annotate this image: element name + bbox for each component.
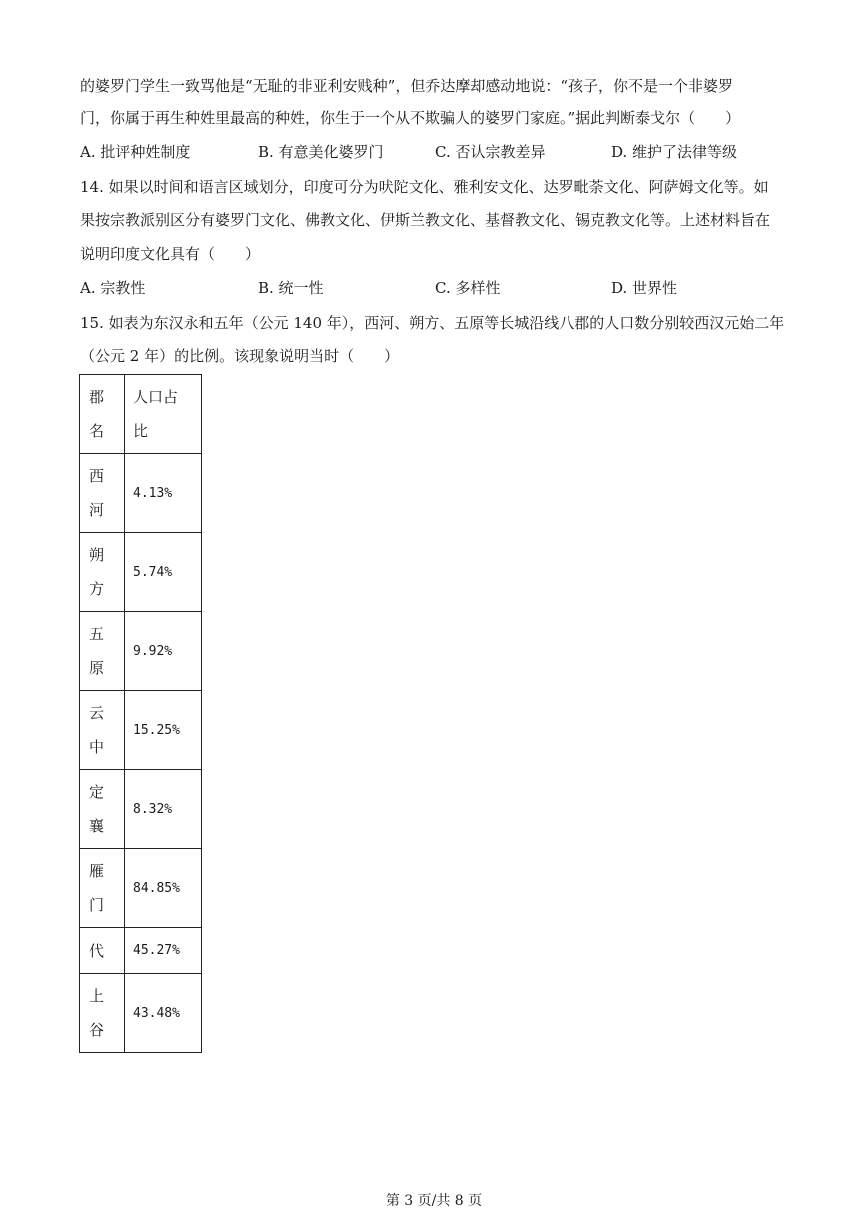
- population-ratio: 9.92%: [125, 612, 202, 691]
- population-ratio: 84.85%: [125, 849, 202, 928]
- name-char: 定: [89, 783, 105, 801]
- population-ratio: 43.48%: [125, 974, 202, 1053]
- table-row: [80, 974, 202, 1053]
- q14-option-d: D. 世界性: [611, 279, 678, 297]
- q13-option-b: B. 有意美化婆罗门: [258, 143, 384, 161]
- name-char: 朔: [89, 546, 105, 564]
- header-char: 名: [89, 422, 105, 440]
- population-ratio: 4.13%: [125, 454, 202, 533]
- table-header-row: [80, 375, 202, 454]
- q15-text-line-1: 15. 如表为东汉永和五年（公元 140 年），西河、朔方、五原等长城沿线八郡的人口数分别较西汉元始二年: [80, 314, 785, 332]
- name-char: 西: [89, 467, 105, 485]
- page-number-footer: 第 3 页/共 8 页: [385, 1193, 483, 1209]
- name-char: 方: [89, 580, 105, 598]
- name-char: 代: [89, 941, 105, 960]
- table-row: [80, 928, 202, 974]
- q13-option-c: C. 否认宗教差异: [435, 143, 546, 161]
- header-char: 人口占: [133, 388, 179, 406]
- q14-text-line-1: 14. 如果以时间和语言区域划分，印度可分为吠陀文化、雅利安文化、达罗毗荼文化、阿萨姆文化等。如: [80, 178, 769, 196]
- name-char: 河: [89, 501, 105, 519]
- q13-option-a: A. 批评种姓制度: [80, 143, 191, 161]
- name-char: 中: [89, 738, 105, 756]
- commandery-name: [80, 770, 125, 849]
- commandery-name: [80, 612, 125, 691]
- q13-options: [80, 142, 800, 162]
- q15-text-line-2: （公元 2 年）的比例。该现象说明当时（ ）: [80, 347, 400, 365]
- name-char: 五: [89, 625, 105, 643]
- q13-option-d: D. 维护了法律等级: [611, 143, 738, 161]
- name-char: 襄: [89, 817, 105, 835]
- name-char: 上: [89, 987, 105, 1005]
- population-ratio: 5.74%: [125, 533, 202, 612]
- name-char: 谷: [89, 1021, 105, 1039]
- population-ratio: 8.32%: [125, 770, 202, 849]
- q14-option-c: C. 多样性: [435, 279, 501, 297]
- population-ratio: 15.25%: [125, 691, 202, 770]
- name-char: 原: [89, 659, 105, 677]
- q14-text-line-3: 说明印度文化具有（ ）: [80, 245, 261, 263]
- name-char: 雁: [89, 862, 105, 880]
- q14-options: [80, 278, 800, 298]
- table-row: [80, 612, 202, 691]
- q13-text-line-1: 的婆罗门学生一致骂他是“无耻的非亚利安贱种”，但乔达摩却感动地说：“孩子，你不是一个非婆罗: [80, 77, 734, 95]
- q14-option-b: B. 统一性: [258, 279, 324, 297]
- table-row: [80, 454, 202, 533]
- commandery-name: [80, 691, 125, 770]
- header-population-ratio: [125, 375, 202, 454]
- commandery-name: [80, 974, 125, 1053]
- header-commandery-name: [80, 375, 125, 454]
- table-row: [80, 533, 202, 612]
- population-ratio: 45.27%: [125, 928, 202, 974]
- header-char: 比: [133, 422, 149, 440]
- commandery-name: [80, 454, 125, 533]
- population-table: [79, 374, 202, 1053]
- commandery-name: [80, 928, 125, 974]
- table-row: [80, 691, 202, 770]
- name-char: 云: [89, 704, 105, 722]
- q14-text-line-2: 果按宗教派别区分有婆罗门文化、佛教文化、伊斯兰教文化、基督教文化、锡克教文化等。上述材料旨在: [80, 211, 771, 229]
- header-char: 郡: [89, 388, 105, 406]
- commandery-name: [80, 849, 125, 928]
- q14-option-a: A. 宗教性: [80, 279, 146, 297]
- name-char: 门: [89, 896, 105, 914]
- commandery-name: [80, 533, 125, 612]
- table-row: [80, 770, 202, 849]
- q13-text-line-2: 门，你属于再生种姓里最高的种姓，你生于一个从不欺骗人的婆罗门家庭。”据此判断泰戈尔（ ）: [80, 109, 741, 127]
- table-row: [80, 849, 202, 928]
